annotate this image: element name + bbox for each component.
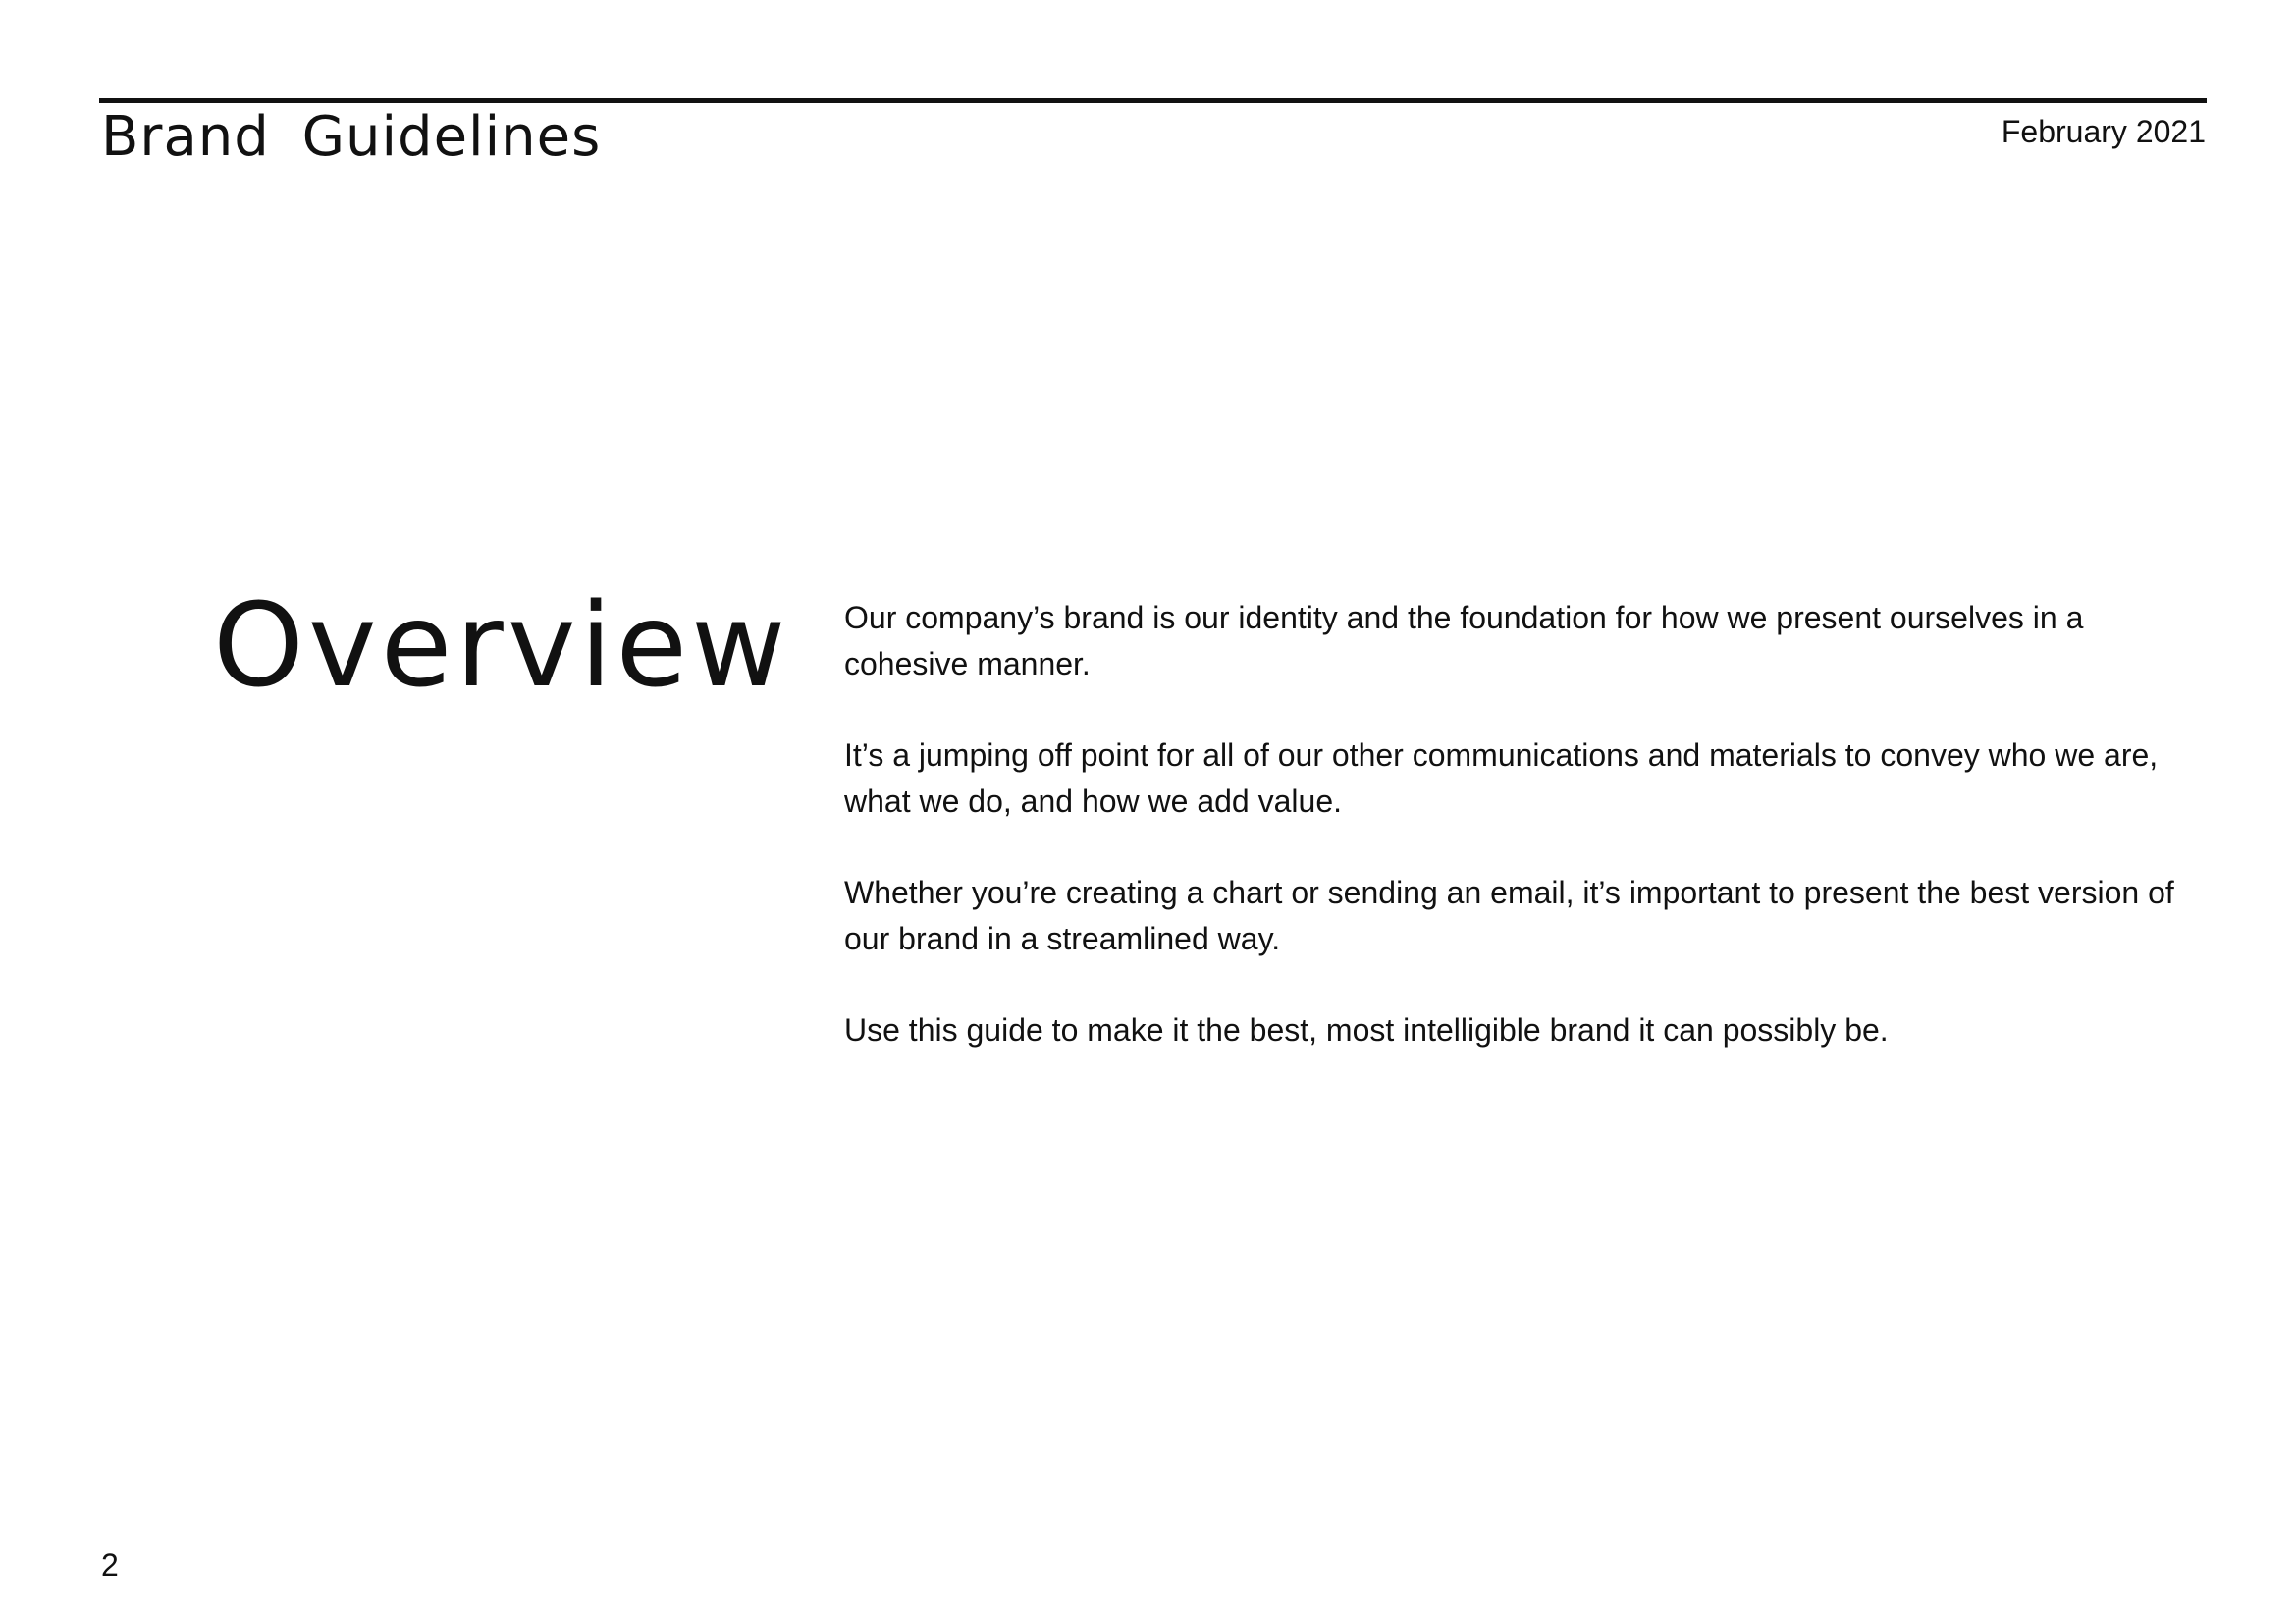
- overview-paragraph: Use this guide to make it the best, most intelligible brand it can possibly be.: [844, 1012, 1889, 1048]
- document-title: Brand Guidelines: [101, 105, 602, 169]
- overview-body: [844, 595, 2179, 1099]
- overview-paragraph: Whether you’re creating a chart or sending an email, it’s important to present the best version of our brand in a streamlined way.: [844, 875, 2174, 956]
- overview-paragraph: Our company’s brand is our identity and the foundation for how we present ourselves in a cohesive manner.: [844, 600, 2084, 681]
- page-number: 2: [101, 1547, 119, 1583]
- overview-paragraph: It’s a jumping off point for all of our other communications and materials to convey who we are, what we do, and how we add value.: [844, 737, 2159, 819]
- header-divider: [99, 98, 2207, 103]
- section-heading: Overview: [213, 577, 790, 713]
- document-date: February 2021: [2001, 114, 2206, 149]
